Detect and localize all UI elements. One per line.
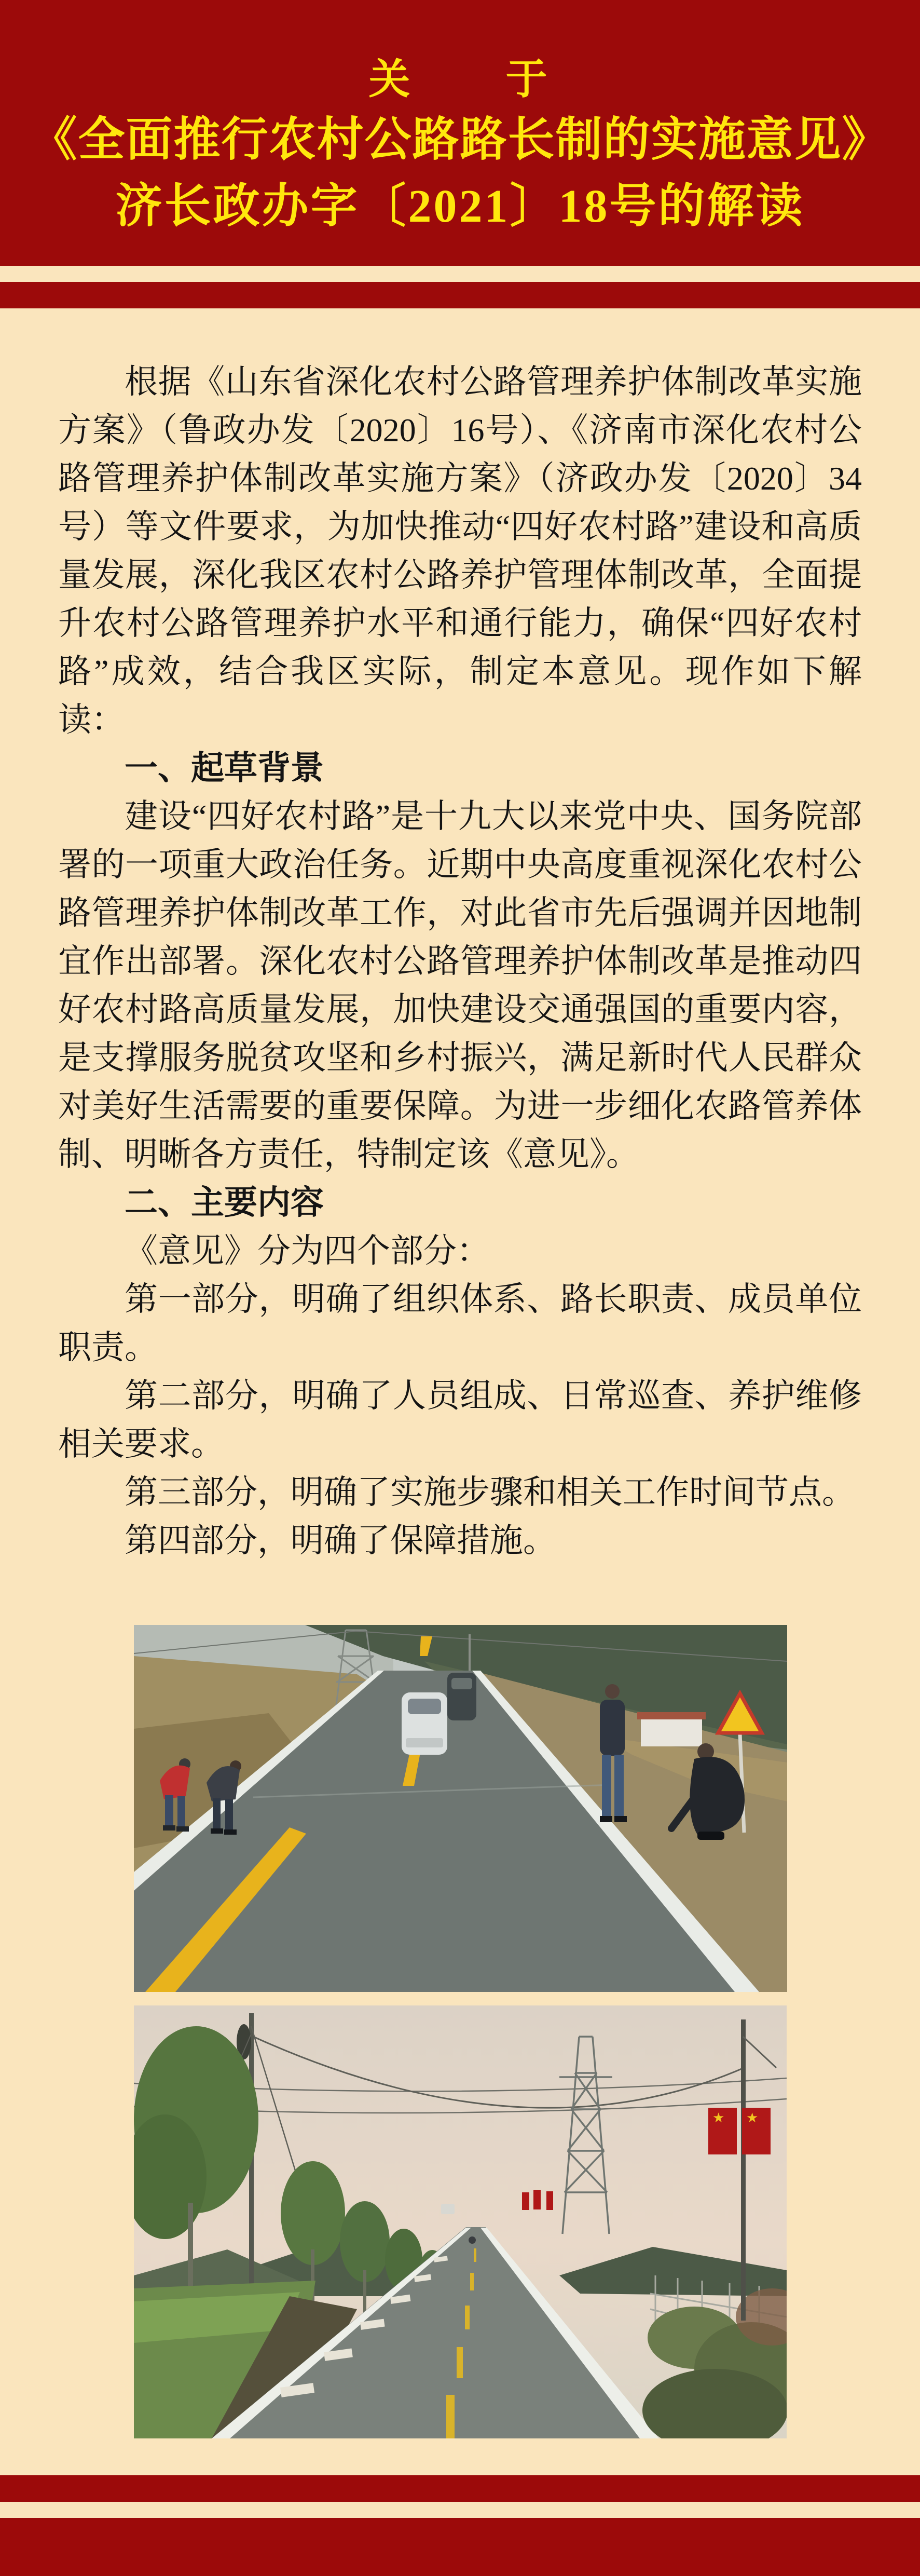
- title-line-1: 关 于: [368, 57, 552, 103]
- paragraph: 第四部分，明确了保障措施。: [125, 1522, 556, 1559]
- house: [641, 1717, 702, 1746]
- body-text: [58, 308, 862, 1565]
- distant-banners: [522, 2190, 553, 2210]
- dark-car: [447, 1673, 476, 1720]
- house-roof: [637, 1712, 706, 1719]
- divider-stripe-bottom: [0, 2475, 920, 2502]
- paragraph: 第一部分，明确了组织体系、路长职责、成员单位职责。: [58, 1281, 862, 1366]
- svg-text:★: ★: [746, 2110, 759, 2125]
- paragraph: 建设“四好农村路”是十九大以来党中央、国务院部署的一项重大政治任务。近期中央高度重视深化农村公路管理养护体制改革工作，对此省市先后强调并因地制宜作出部署。深化农村公路管理养护体制改革是推动四好农村路高质量发展，加快建设交通强国的重要内容，是支撑服务脱贫攻坚和乡村振兴，满足新时代人民群众对美好生活需要的重要保障。为进一步细化农路管养体制、明晰各方责任，特制定该《意见》。: [58, 798, 862, 1173]
- distant-truck: [441, 2204, 455, 2214]
- divider-stripe-top: [0, 282, 920, 308]
- road-inspection-scene: [134, 1625, 787, 1992]
- paragraph: 第三部分，明确了实施步骤和相关工作时间节点。: [125, 1474, 855, 1511]
- title-banner: [0, 0, 920, 266]
- road-inspection-photo: [134, 1625, 787, 1992]
- tree-lined-road-photo: [134, 2005, 787, 2438]
- paragraph: 第二部分，明确了人员组成、日常巡查、养护维修相关要求。: [58, 1377, 862, 1462]
- title-line-3: 济长政办字〔2021〕18号的解读: [115, 181, 805, 232]
- section-heading-2: 二、主要内容: [125, 1184, 324, 1221]
- title-line-2: 《全面推行农村公路路长制的实施意见》: [30, 114, 890, 166]
- svg-text:★: ★: [712, 2110, 725, 2125]
- paragraph: 《意见》分为四个部分：: [125, 1232, 490, 1269]
- footer-band: [0, 2518, 920, 2576]
- white-car: [402, 1692, 447, 1755]
- section-heading-1: 一、起草背景: [125, 750, 324, 787]
- rural-road-scene: [134, 2005, 787, 2438]
- distant-rider: [469, 2236, 476, 2244]
- paragraph: 根据《山东省深化农村公路管理养护体制改革实施方案》（鲁政办发〔2020〕16号）、《济南市深化农村公路管理养护体制改革实施方案》（济政办发〔2020〕34号）等文件要求，为加快推动“四好农村路”建设和高质量发展，深化我区农村公路养护管理体制改革，全面提升农村公路管理养护水平和通行能力，确保“四好农村路”成效，结合我区实际，制定本意见。现作如下解读：: [58, 363, 862, 738]
